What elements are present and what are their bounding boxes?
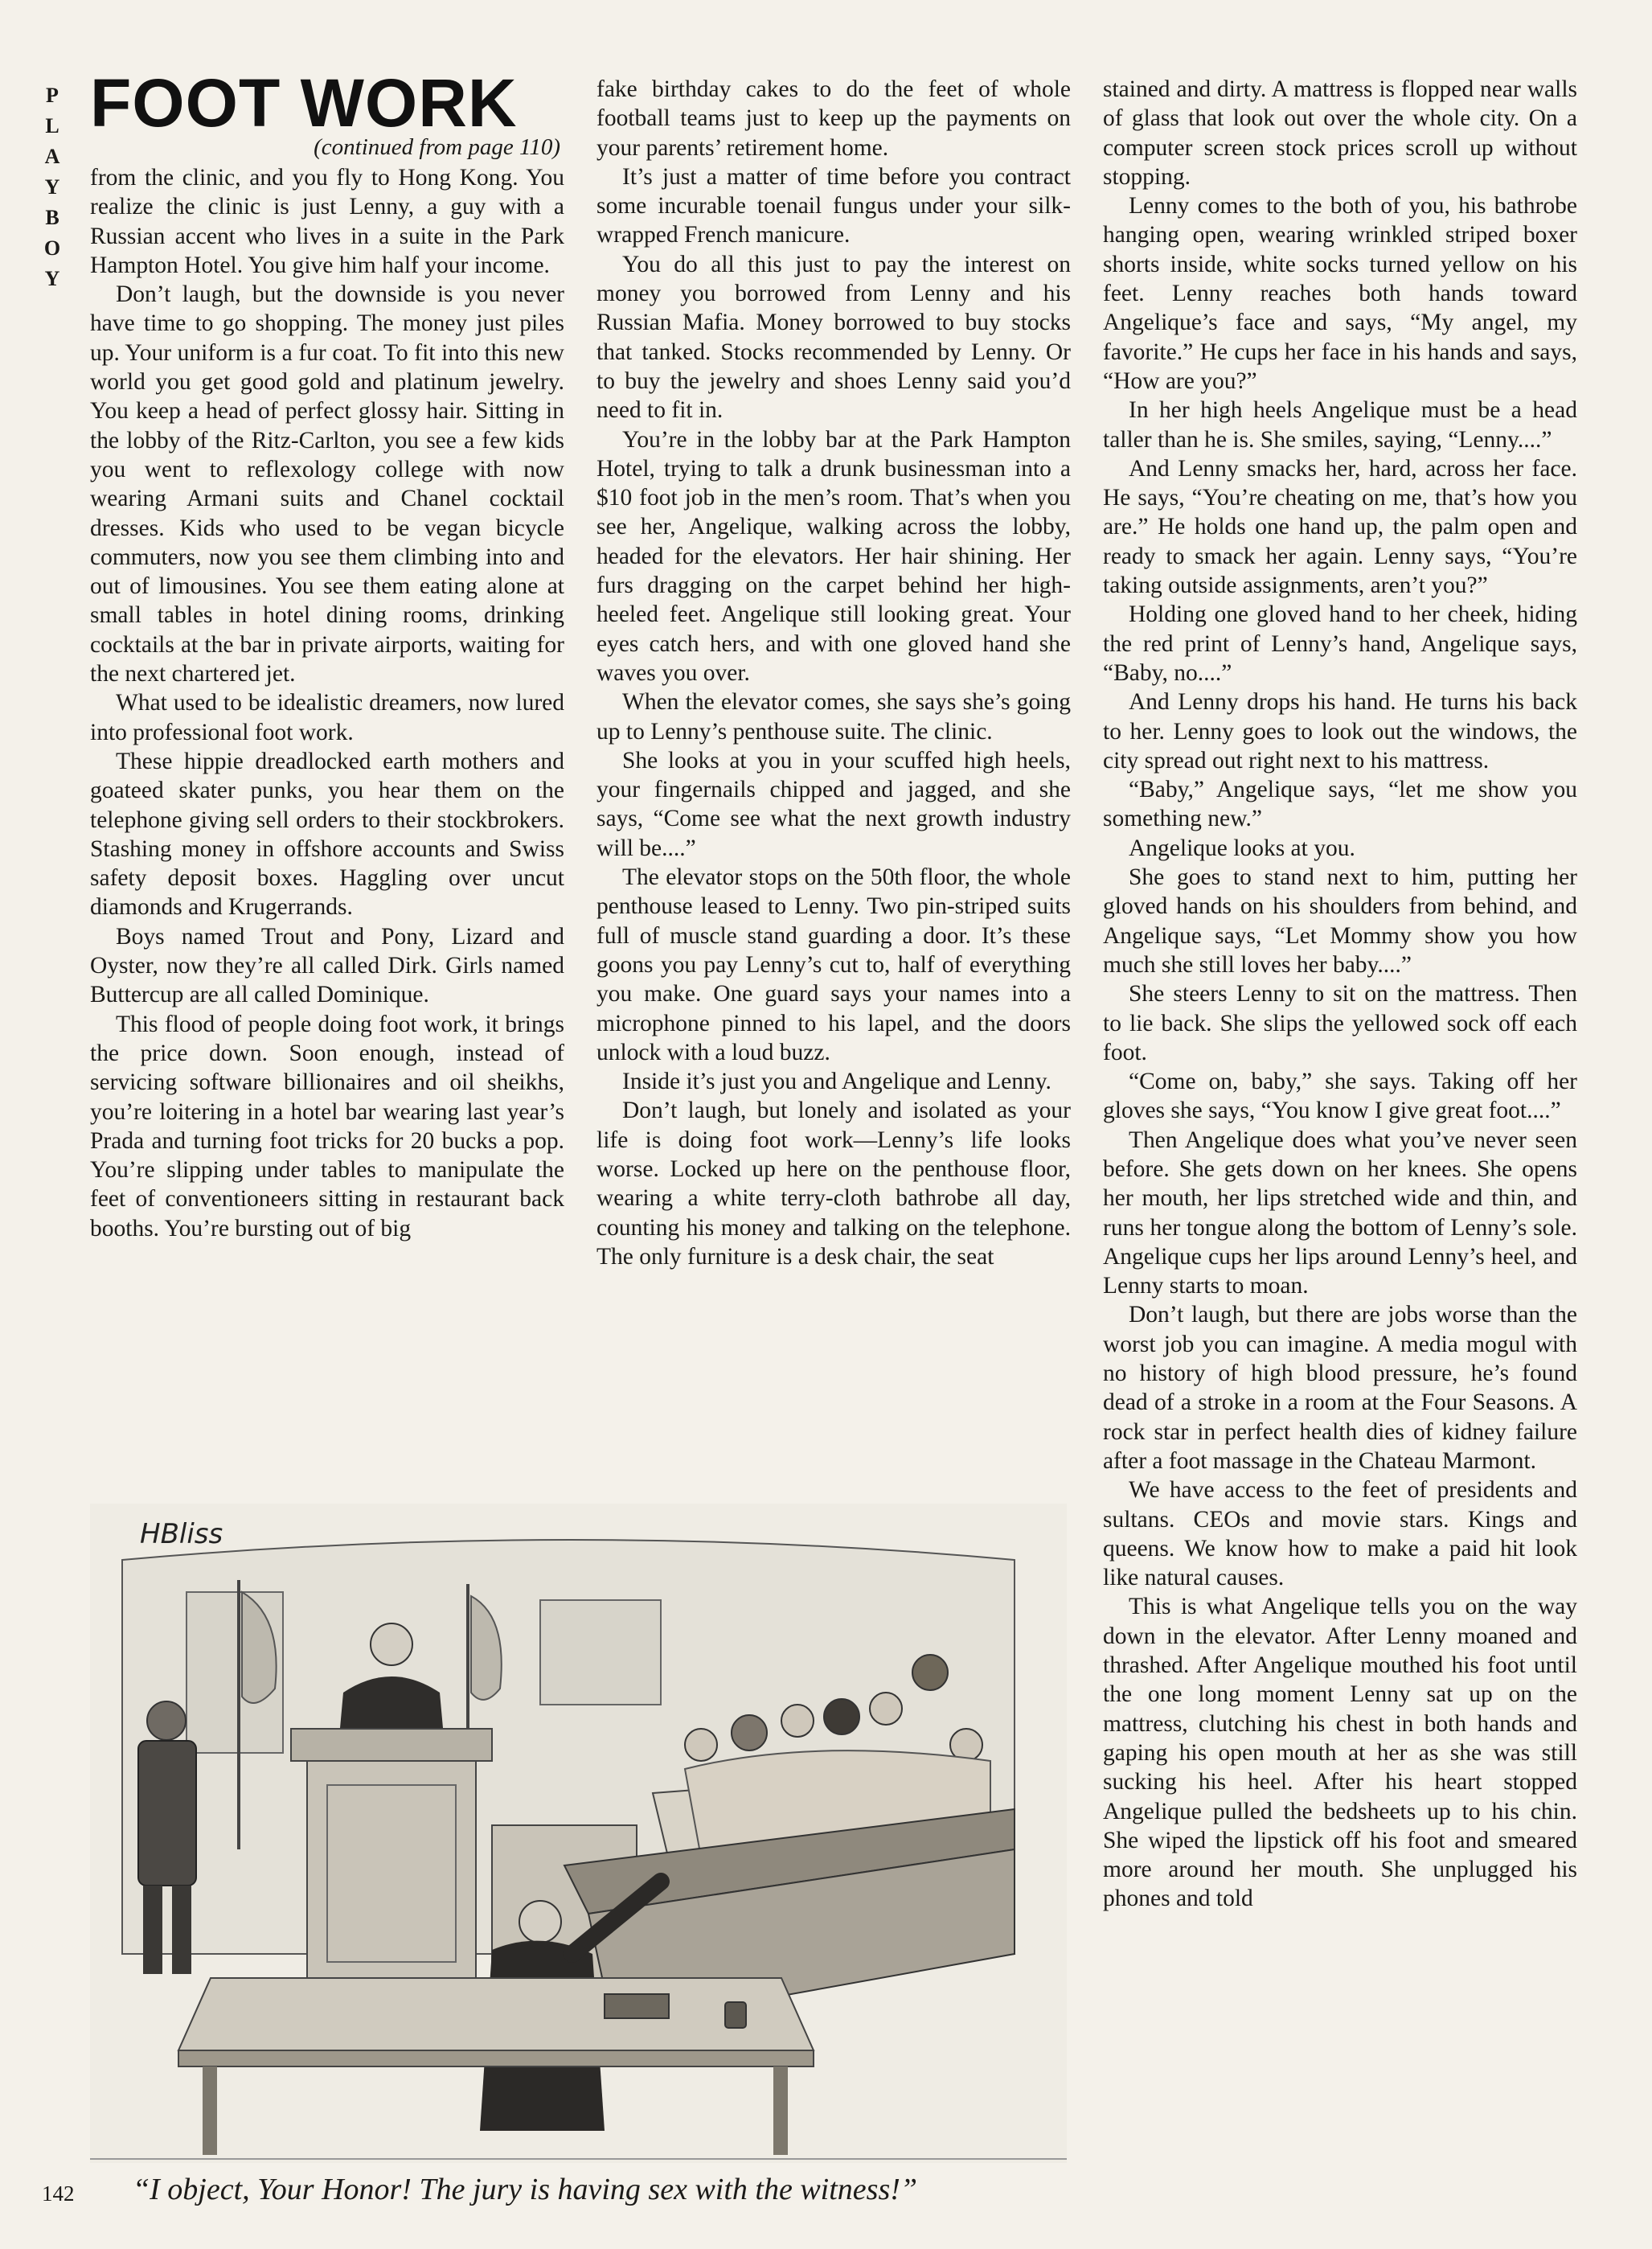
paragraph: Boys named Trout and Pony, Lizard and Oyster, now they’re all called Dirk. Girls named Buttercup are all called Dominique. [90,923,564,1008]
paragraph: And Lenny drops his hand. He turns his back to her. Lenny goes to look out the windows, the city spread out right next to his mattress. [1103,689,1577,774]
article-headline: FOOT WORK [90,65,518,141]
section-tag-letter: B [45,206,61,229]
paragraph: She looks at you in your scuffed high heels, your fingernails chipped and jagged, and she says, “Come see what the next growth industry will be....” [596,747,1071,861]
paragraph: “Baby,” Angelique says, “let me show you something new.” [1103,777,1577,832]
cartoon-drawing [90,1504,1067,2163]
courtroom-cartoon [90,1504,1067,2163]
paragraph: “Come on, baby,” she says. Taking off her gloves she says, “You know I give great foot....” [1103,1069,1577,1124]
paragraph: What used to be idealistic dreamers, now lured into professional foot work. [90,690,564,745]
paragraph: You’re in the lobby bar at the Park Hampton Hotel, trying to talk a drunk businessman into a $10 foot job in the men’s room. That’s when you see her, Angelique, walking across the lobby, headed for the elevators. Her hair shining. Her furs dragging on the carpet behind her high-heeled feet. Angelique still looking great. Your eyes catch hers, and with one gloved hand she waves you over. [596,426,1071,686]
paragraph: Angelique looks at you. [1129,835,1355,861]
paragraph: Holding one gloved hand to her cheek, hiding the red print of Lenny’s hand, Angelique says, “Baby, no....” [1103,601,1577,686]
paragraph: When the elevator comes, she says she’s going up to Lenny’s penthouse suite. The clinic. [596,689,1071,745]
paragraph: She goes to stand next to him, putting her gloved hands on his shoulders from behind, and Angelique says, “Let Mommy show you how much she still loves her baby....” [1103,864,1577,978]
paragraph: Don’t laugh, but lonely and isolated as your life is doing foot work—Lenny’s life looks worse. Locked up here on the penthouse floor, wearing a white terry-cloth bathrobe all day, counting his money and talking on the telephone. The only furniture is a desk chair, the seat [596,1098,1071,1270]
paragraph: And Lenny smacks her, hard, across her face. He says, “You’re cheating on me, that’s how you are.” He holds one hand up, the palm open and ready to smack her again. Lenny says, “You’re taking outside assignments, aren’t you?” [1103,455,1577,599]
paragraph: fake birthday cakes to do the feet of whole football teams just to keep up the payments on your parents’ retirement home. [596,76,1071,161]
cartoon-caption: “I object, Your Honor! The jury is having sex with the witness!” [133,2173,918,2206]
paragraph: from the clinic, and you fly to Hong Kong. You realize the clinic is just Lenny, a guy with a Russian accent who lives in a suite in the Park Hampton Hotel. You give him half your income. [90,165,564,278]
text-column-2 [596,75,1071,1271]
paragraph: She steers Lenny to sit on the mattress. Then to lie back. She slips the yellowed sock off each foot. [1103,981,1577,1065]
paragraph: Don’t laugh, but there are jobs worse than the worst job you can imagine. A media mogul with no history of high blood pressure, he’s found dead of a stroke in a room at the Four Seasons. A rock star in perfect health dies of kidney failure after a foot massage in the Chateau Marmont. [1103,1302,1577,1474]
section-tag-letter: O [43,236,63,260]
paragraph: Inside it’s just you and Angelique and Lenny. [622,1069,1051,1095]
text-column-3 [1103,75,1577,1914]
paragraph: You do all this just to pay the interest on money you borrowed from Lenny and his Russian Mafia. Money borrowed to buy stocks that tanked. Stocks recommended by Lenny. Or to buy the jewelry and shoes Lenny said you’d need to fit in. [596,251,1071,424]
paragraph: We have access to the feet of presidents and sultans. CEOs and movie stars. Kings and queens. We know how to make a paid hit look like natural causes. [1103,1477,1577,1591]
section-tag [40,80,66,294]
paragraph: These hippie dreadlocked earth mothers and goateed skater punks, you hear them on the telephone giving sell orders to their stockbrokers. Stashing money in offshore accounts and Swiss safety deposit boxes. Haggling over uncut diamonds and Krugerrands. [90,748,564,921]
page-number: 142 [42,2181,75,2206]
section-tag-letter: Y [44,175,62,199]
section-tag-letter: A [44,145,62,168]
paragraph: It’s just a matter of time before you contract some incurable toenail fungus under your silk-wrapped French manicure. [596,163,1071,248]
section-tag-letter: L [45,114,61,137]
paragraph: In her high heels Angelique must be a head taller than he is. She smiles, saying, “Lenny....” [1103,397,1577,453]
section-tag-letter: Y [44,267,62,290]
paragraph: Don’t laugh, but the downside is you never have time to go shopping. The money just piles up. Your uniform is a fur coat. To fit into this new world you get good gold and platinum jewelry. You keep a head of perfect glossy hair. Sitting in the lobby of the Ritz-Carlton, you see a few kids you went to reflexology college with now wearing Armani suits and Chanel cocktail dresses. Kids who used to be vegan bicycle commuters, now you see them climbing into and out of limousines. You see them eating alone at small tables in hotel dining rooms, drinking cocktails at the bar in private airports, waiting for the next chartered jet. [90,281,564,687]
paragraph: Then Angelique does what you’ve never seen before. She gets down on her knees. She opens her mouth, her lips stretched wide and thin, and runs her tongue along the bottom of Lenny’s sole. Angelique cups her lips around Lenny’s heel, and Lenny starts to moan. [1103,1127,1577,1299]
paragraph: stained and dirty. A mattress is flopped near walls of glass that look out over the whole city. On a computer screen stock prices scroll up without stopping. [1103,76,1577,190]
paragraph: The elevator stops on the 50th floor, the whole penthouse leased to Lenny. Two pin-striped suits full of muscle stand guarding a door. It’s these goons you pay Lenny’s cut to, half of everything you make. One guard says your names into a microphone pinned to his lapel, and the doors unlock with a loud buzz. [596,864,1071,1065]
paragraph: This is what Angelique tells you on the way down in the elevator. After Lenny moaned and thrashed. After Angelique mouthed his foot until the one long moment Lenny sat up on the mattress, clutching his chest in both hands and gaping his open mouth at her as she was still sucking his heel. After his heart stopped Angelique pulled the bedsheets up to his chin. She wiped the lipstick off his foot and smeared more around her mouth. She unplugged his phones and told [1103,1594,1577,1912]
text-column-1 [90,163,564,1243]
section-tag-letter: P [46,84,60,107]
cartoonist-signature: HBliss [140,1518,223,1550]
paragraph: Lenny comes to the both of you, his bathrobe hanging open, wearing wrinkled striped boxer shorts inside, white socks turned yellow on his feet. Lenny reaches both hands toward Angelique’s face and says, “My angel, my favorite.” He cups her face in his hands and says, “How are you?” [1103,193,1577,394]
paragraph: This flood of people doing foot work, it brings the price down. Soon enough, instead of servicing software billionaires and oil sheikhs, you’re loitering in a hotel bar wearing last year’s Prada and turning foot tricks for 20 bucks a pop. You’re slipping under tables to manipulate the feet of conventioneers sitting in restaurant back booths. You’re bursting out of big [90,1011,564,1241]
continued-note: (continued from page 110) [314,134,560,160]
